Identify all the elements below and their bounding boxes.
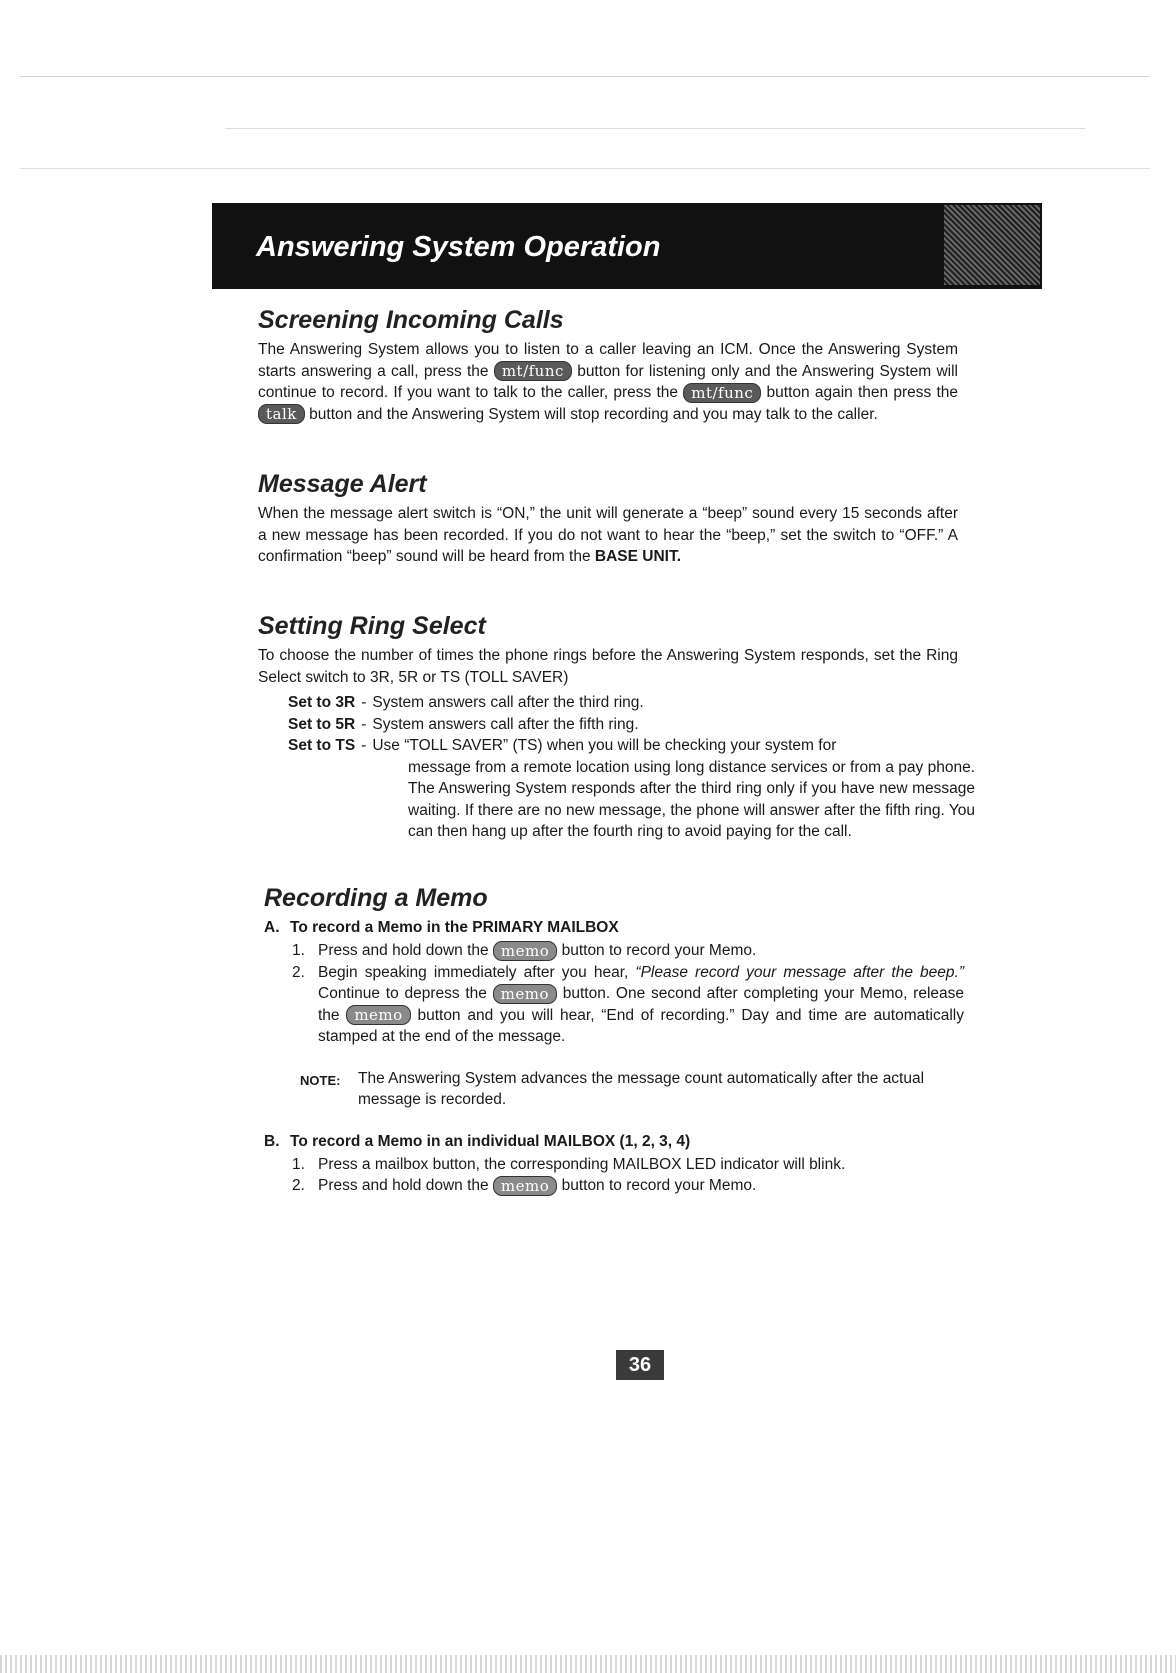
talk-button-icon: talk xyxy=(258,404,305,424)
alert-text: When the message alert switch is “ON,” the unit will generate a “beep” sound every 15 seconds after a new message has been recorded. If you do not want to hear the “beep,” set the switch to “OFF.” A confirmation “beep” sound will be heard from the BASE UNIT. xyxy=(258,505,958,565)
banner-texture xyxy=(944,205,1040,285)
ring-title: Setting Ring Select xyxy=(258,612,486,640)
memo-note: NOTE: The Answering System advances the message count automatically after the actual message is recorded. xyxy=(300,1069,925,1108)
ring-setting-5r: Set to 5R - System answers call after the fifth ring. xyxy=(288,715,639,733)
memo-primary-heading: A. To record a Memo in the PRIMARY MAILBOX xyxy=(264,919,619,936)
memo-button-icon: memo xyxy=(346,1005,410,1025)
ring-setting-3r: Set to 3R - System answers call after the third ring. xyxy=(288,694,644,711)
mt-func-button-icon: mt/func xyxy=(494,361,572,381)
memo-primary-steps xyxy=(292,940,964,1048)
screening-title: Screening Incoming Calls xyxy=(258,306,564,334)
ring-setting-ts-continued: message from a remote location using long distance services or from a pay phone. The Answering System responds after the third ring only if you have new message waiting. If there are no new message, the phone will answer after the fifth ring. You can then hang up after the fourth ring to avoid paying for the call. xyxy=(408,758,975,840)
page-title: Answering System Operation xyxy=(256,231,661,263)
section-banner xyxy=(212,203,1042,289)
alert-section xyxy=(258,470,958,568)
list-item: 2. Begin speaking immediately after you hear, “Please record your message after the beep.” Continue to depress the memo button. One second after completing your Memo, release the memo button and you will hear, “End of recording.” Day and time are automatically stamped at the end of the message. xyxy=(292,963,965,1045)
ring-setting-ts: Set to TS - Use “TOLL SAVER” (TS) when you will be checking your system for xyxy=(288,737,837,754)
memo-section xyxy=(264,884,964,1197)
scan-noise-line xyxy=(20,168,1150,169)
list-item: 1. Press and hold down the memo button to record your Memo. xyxy=(292,941,757,960)
ring-intro: To choose the number of times the phone rings before the Answering System responds, set the Ring Select switch to 3R, 5R or TS (TOLL SAVER) xyxy=(258,647,958,686)
screening-section xyxy=(258,306,958,425)
memo-button-icon: memo xyxy=(493,1176,557,1196)
alert-title: Message Alert xyxy=(258,470,427,498)
ring-section xyxy=(258,612,975,843)
scan-noise-line xyxy=(225,128,1085,129)
base-unit-label: BASE UNIT. xyxy=(594,548,681,565)
list-item: 1. Press a mailbox button, the corresponding MAILBOX LED indicator will blink. xyxy=(292,1155,846,1173)
ring-settings-list xyxy=(288,692,975,843)
mt-func-button-icon: mt/func xyxy=(683,383,761,403)
memo-mailbox-steps xyxy=(292,1154,964,1197)
page-number: 36 xyxy=(616,1350,664,1380)
scan-noise-line xyxy=(20,76,1150,77)
memo-mailbox-heading: B. To record a Memo in an individual MAILBOX (1, 2, 3, 4) xyxy=(264,1132,691,1150)
list-item: 2. Press and hold down the memo button to record your Memo. xyxy=(292,1176,757,1195)
memo-title: Recording a Memo xyxy=(264,884,488,912)
scan-noise-band xyxy=(0,1655,1176,1673)
memo-button-icon: memo xyxy=(493,941,557,961)
screening-text: The Answering System allows you to listen to a caller leaving an ICM. Once the Answering System starts answering a call, press the mt/func button for listening only and the Answering System will continue to record. If you want to talk to the caller, press the mt/func button again then press the talk button and the Answering System will stop recording and you may talk to the caller. xyxy=(258,341,959,424)
memo-button-icon: memo xyxy=(493,984,557,1004)
